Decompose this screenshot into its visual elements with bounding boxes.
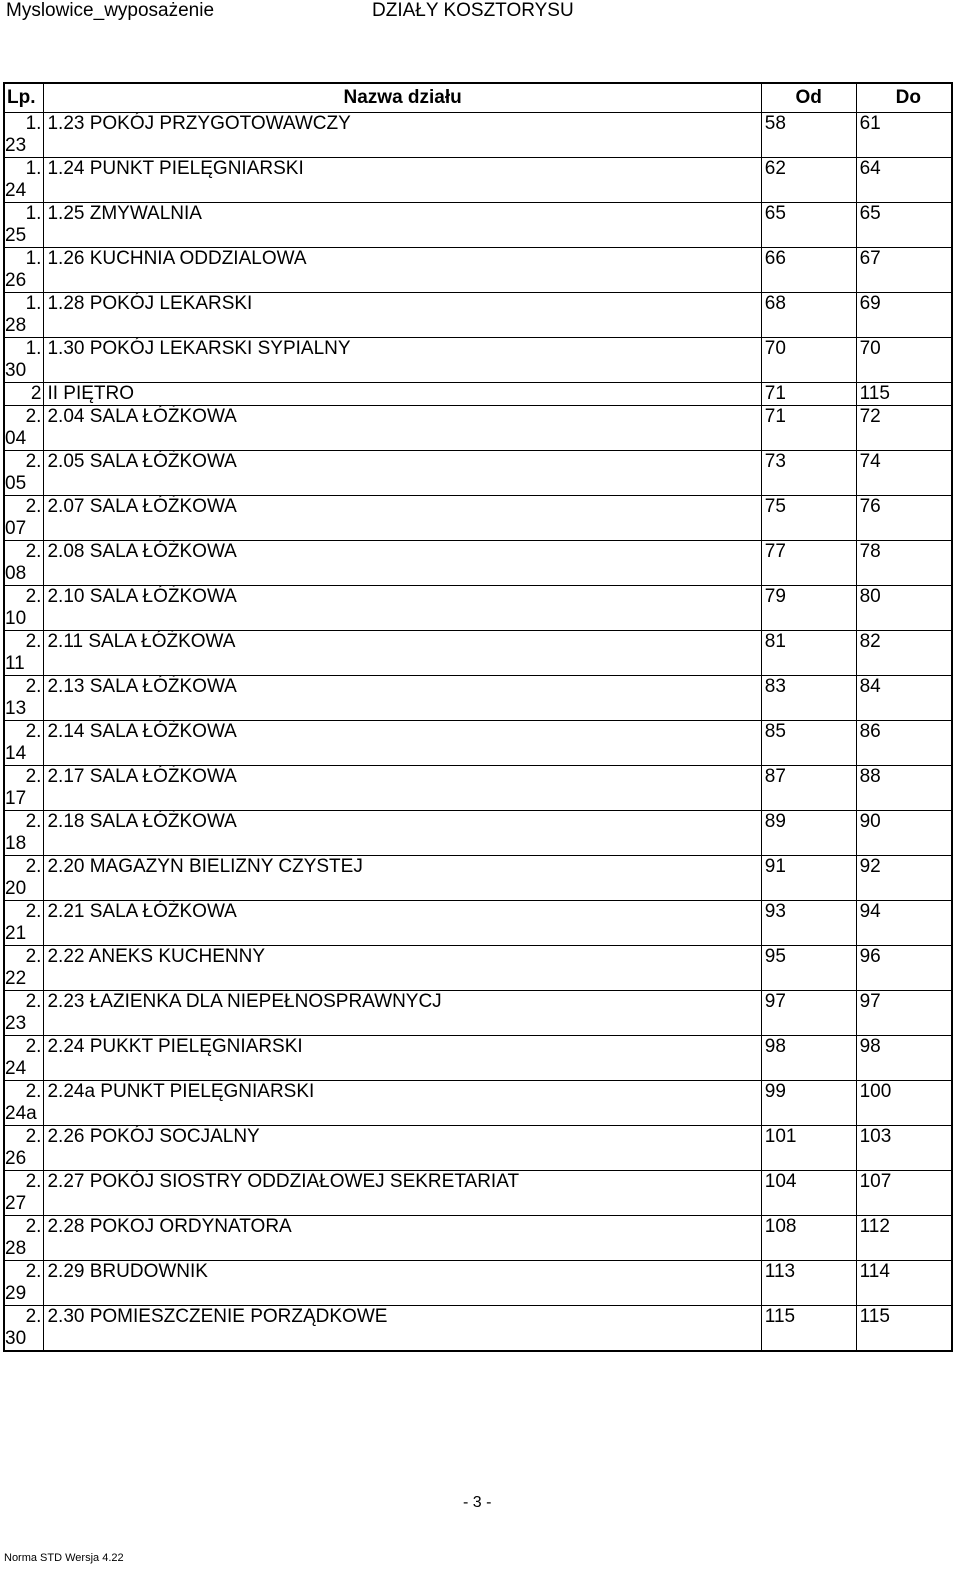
row-do: 74 [856, 451, 952, 496]
row-section-name: 1.25 ZMYWALNIA [44, 203, 761, 248]
row-section-name: II PIĘTRO [44, 383, 761, 406]
row-section-name: 2.28 POKOJ ORDYNATORA [44, 1216, 761, 1261]
row-section-name: 2.21 SALA ŁÓŻKOWA [44, 901, 761, 946]
row-lp [4, 338, 44, 383]
table-row [4, 631, 952, 676]
table-row [4, 451, 952, 496]
row-od: 83 [761, 676, 856, 721]
row-do: 107 [856, 1171, 952, 1216]
table-row [4, 1306, 952, 1352]
row-section-name: 2.27 POKÓJ SIOSTRY ODDZIAŁOWEJ SEKRETARIAT [44, 1171, 761, 1216]
row-lp [4, 631, 44, 676]
row-lp-main: 2 [30, 383, 42, 404]
row-lp-sub: 14 [5, 743, 27, 764]
row-lp-sub: 08 [5, 563, 27, 584]
row-do: 96 [856, 946, 952, 991]
row-do: 61 [856, 113, 952, 158]
table-row [4, 856, 952, 901]
row-lp-main: 2. [25, 946, 42, 967]
row-od: 68 [761, 293, 856, 338]
row-do: 112 [856, 1216, 952, 1261]
row-do: 100 [856, 1081, 952, 1126]
row-section-name: 2.11 SALA ŁÓŻKOWA [44, 631, 761, 676]
column-header-name: Nazwa działu [44, 83, 761, 113]
row-lp-sub: 24 [5, 1058, 27, 1079]
row-lp-main: 2. [25, 766, 42, 787]
row-od: 62 [761, 158, 856, 203]
row-lp [4, 946, 44, 991]
table-row [4, 1081, 952, 1126]
row-lp-sub: 28 [5, 315, 27, 336]
table-row [4, 113, 952, 158]
row-lp-sub: 26 [5, 270, 27, 291]
row-lp-main: 2. [25, 901, 42, 922]
row-lp-main: 2. [25, 451, 42, 472]
row-lp-main: 1. [25, 248, 42, 269]
row-lp [4, 721, 44, 766]
row-lp-main: 2. [25, 1216, 42, 1237]
row-do: 98 [856, 1036, 952, 1081]
software-version: Norma STD Wersja 4.22 [4, 1552, 124, 1564]
row-do: 69 [856, 293, 952, 338]
row-section-name: 1.24 PUNKT PIELĘGNIARSKI [44, 158, 761, 203]
row-lp [4, 293, 44, 338]
row-od: 85 [761, 721, 856, 766]
row-od: 113 [761, 1261, 856, 1306]
row-lp-main: 2. [25, 541, 42, 562]
row-do: 94 [856, 901, 952, 946]
row-lp-sub: 05 [5, 473, 27, 494]
row-od: 104 [761, 1171, 856, 1216]
row-lp-main: 2. [25, 676, 42, 697]
row-od: 97 [761, 991, 856, 1036]
row-section-name: 2.26 POKÓJ SOCJALNY [44, 1126, 761, 1171]
row-do: 78 [856, 541, 952, 586]
row-lp-main: 2. [25, 496, 42, 517]
row-lp-sub: 04 [5, 428, 27, 449]
row-lp [4, 766, 44, 811]
document-filename: Myslowice_wyposażenie [6, 0, 215, 21]
row-lp [4, 158, 44, 203]
row-lp-sub: 29 [5, 1283, 27, 1304]
row-lp [4, 248, 44, 293]
row-lp-sub: 30 [5, 360, 27, 381]
row-section-name: 2.14 SALA ŁÓŻKOWA [44, 721, 761, 766]
table-row [4, 1171, 952, 1216]
table-row [4, 1216, 952, 1261]
row-od: 79 [761, 586, 856, 631]
row-lp-main: 2. [25, 1036, 42, 1057]
row-lp-sub: 10 [5, 608, 27, 629]
row-lp [4, 856, 44, 901]
row-od: 71 [761, 383, 856, 406]
table-row [4, 586, 952, 631]
row-lp-sub: 23 [5, 1013, 27, 1034]
row-lp-sub: 24 [5, 180, 27, 201]
row-lp [4, 203, 44, 248]
table-row [4, 293, 952, 338]
row-od: 98 [761, 1036, 856, 1081]
cost-sections-table [3, 82, 953, 1352]
row-do: 92 [856, 856, 952, 901]
row-lp [4, 451, 44, 496]
row-lp [4, 991, 44, 1036]
row-lp [4, 1261, 44, 1306]
document-title: DZIAŁY KOSZTORYSU [372, 0, 574, 21]
table-header-row [4, 83, 952, 113]
row-od: 89 [761, 811, 856, 856]
row-section-name: 2.18 SALA ŁÓŻKOWA [44, 811, 761, 856]
row-lp [4, 1126, 44, 1171]
row-lp-sub: 20 [5, 878, 27, 899]
row-lp-sub: 21 [5, 923, 27, 944]
row-lp-sub: 22 [5, 968, 27, 989]
column-header-lp: Lp. [4, 83, 44, 113]
row-do: 72 [856, 406, 952, 451]
table-row [4, 406, 952, 451]
table-row [4, 721, 952, 766]
row-section-name: 2.13 SALA ŁÓŻKOWA [44, 676, 761, 721]
row-lp [4, 1306, 44, 1352]
row-od: 58 [761, 113, 856, 158]
row-od: 101 [761, 1126, 856, 1171]
row-od: 77 [761, 541, 856, 586]
row-od: 99 [761, 1081, 856, 1126]
row-od: 108 [761, 1216, 856, 1261]
row-lp-main: 1. [25, 113, 42, 134]
page-number: - 3 - [463, 1494, 492, 1511]
row-od: 115 [761, 1306, 856, 1352]
row-lp-sub: 25 [5, 225, 27, 246]
row-section-name: 2.20 MAGAZYN BIELIZNY CZYSTEJ [44, 856, 761, 901]
row-od: 75 [761, 496, 856, 541]
row-lp [4, 586, 44, 631]
row-lp-sub: 28 [5, 1238, 27, 1259]
row-section-name: 2.04 SALA ŁÓŻKOWA [44, 406, 761, 451]
row-lp [4, 811, 44, 856]
row-do: 115 [856, 383, 952, 406]
row-lp-sub: 07 [5, 518, 27, 539]
table-row [4, 946, 952, 991]
table-row [4, 766, 952, 811]
row-od: 95 [761, 946, 856, 991]
row-lp-sub: 30 [5, 1328, 27, 1349]
row-section-name: 2.17 SALA ŁÓŻKOWA [44, 766, 761, 811]
row-lp-main: 2. [25, 856, 42, 877]
row-od: 65 [761, 203, 856, 248]
row-lp-main: 1. [25, 203, 42, 224]
row-lp-sub: 17 [5, 788, 27, 809]
row-section-name: 2.22 ANEKS KUCHENNY [44, 946, 761, 991]
row-section-name: 2.30 POMIESZCZENIE PORZĄDKOWE [44, 1306, 761, 1352]
row-do: 88 [856, 766, 952, 811]
row-do: 86 [856, 721, 952, 766]
row-lp-main: 2. [25, 721, 42, 742]
row-lp-main: 2. [25, 1081, 42, 1102]
row-lp [4, 1171, 44, 1216]
row-lp [4, 406, 44, 451]
table-row [4, 991, 952, 1036]
row-section-name: 1.28 POKÓJ LEKARSKI [44, 293, 761, 338]
row-lp [4, 1036, 44, 1081]
row-do: 103 [856, 1126, 952, 1171]
row-lp-main: 1. [25, 293, 42, 314]
table-row [4, 158, 952, 203]
column-header-do: Do [856, 83, 952, 113]
row-lp-main: 2. [25, 1261, 42, 1282]
row-lp-main: 2. [25, 631, 42, 652]
row-od: 66 [761, 248, 856, 293]
table-row [4, 496, 952, 541]
row-lp [4, 113, 44, 158]
row-lp-sub: 26 [5, 1148, 27, 1169]
row-do: 70 [856, 338, 952, 383]
row-od: 73 [761, 451, 856, 496]
row-lp-main: 2. [25, 811, 42, 832]
table-row [4, 1036, 952, 1081]
row-lp [4, 1081, 44, 1126]
table-row [4, 1126, 952, 1171]
row-od: 71 [761, 406, 856, 451]
row-do: 90 [856, 811, 952, 856]
row-lp-main: 2. [25, 991, 42, 1012]
table-row [4, 901, 952, 946]
row-lp [4, 676, 44, 721]
row-section-name: 2.24a PUNKT PIELĘGNIARSKI [44, 1081, 761, 1126]
row-section-name: 2.10 SALA ŁÓŻKOWA [44, 586, 761, 631]
row-lp [4, 496, 44, 541]
row-do: 67 [856, 248, 952, 293]
row-section-name: 2.05 SALA ŁÓŻKOWA [44, 451, 761, 496]
row-lp-main: 1. [25, 338, 42, 359]
row-section-name: 2.23 ŁAZIENKA DLA NIEPEŁNOSPRAWNYCJ [44, 991, 761, 1036]
row-od: 87 [761, 766, 856, 811]
table-row [4, 338, 952, 383]
row-lp-sub: 23 [5, 135, 27, 156]
row-lp-main: 2. [25, 1306, 42, 1327]
row-lp-main: 1. [25, 158, 42, 179]
row-do: 84 [856, 676, 952, 721]
row-do: 114 [856, 1261, 952, 1306]
row-section-name: 1.30 POKÓJ LEKARSKI SYPIALNY [44, 338, 761, 383]
row-section-name: 2.07 SALA ŁÓŻKOWA [44, 496, 761, 541]
row-do: 65 [856, 203, 952, 248]
table-row [4, 676, 952, 721]
table-row [4, 811, 952, 856]
row-do: 76 [856, 496, 952, 541]
row-od: 93 [761, 901, 856, 946]
row-lp-sub: 11 [5, 653, 25, 674]
row-lp-main: 2. [25, 1171, 42, 1192]
row-section-name: 2.08 SALA ŁÓŻKOWA [44, 541, 761, 586]
row-lp [4, 383, 44, 406]
table-row [4, 203, 952, 248]
row-lp-main: 2. [25, 1126, 42, 1147]
row-do: 97 [856, 991, 952, 1036]
row-section-name: 2.24 PUKKT PIELĘGNIARSKI [44, 1036, 761, 1081]
row-lp-main: 2. [25, 586, 42, 607]
column-header-od: Od [761, 83, 856, 113]
row-do: 82 [856, 631, 952, 676]
table-row [4, 541, 952, 586]
row-section-name: 1.26 KUCHNIA ODDZIALOWA [44, 248, 761, 293]
row-section-name: 1.23 POKÓJ PRZYGOTOWAWCZY [44, 113, 761, 158]
row-od: 91 [761, 856, 856, 901]
row-lp-sub: 18 [5, 833, 27, 854]
row-section-name: 2.29 BRUDOWNIK [44, 1261, 761, 1306]
row-do: 115 [856, 1306, 952, 1352]
table-row [4, 383, 952, 406]
row-lp-main: 2. [25, 406, 42, 427]
table-row [4, 1261, 952, 1306]
row-lp-sub: 13 [5, 698, 27, 719]
row-lp [4, 541, 44, 586]
table-row [4, 248, 952, 293]
row-do: 80 [856, 586, 952, 631]
row-od: 81 [761, 631, 856, 676]
row-lp [4, 1216, 44, 1261]
row-lp-sub: 27 [5, 1193, 27, 1214]
row-lp-sub: 24a [5, 1103, 37, 1124]
row-do: 64 [856, 158, 952, 203]
row-od: 70 [761, 338, 856, 383]
row-lp [4, 901, 44, 946]
